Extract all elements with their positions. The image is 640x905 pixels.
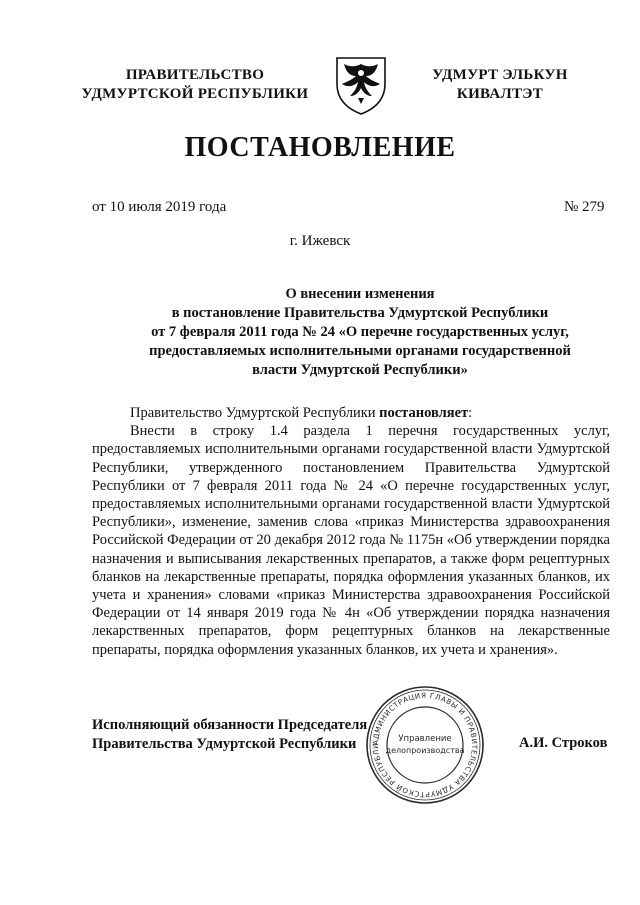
udmurt-coat-of-arms-icon — [332, 54, 390, 116]
intro-suffix: : — [468, 405, 473, 421]
document-title: ПОСТАНОВЛЕНИЕ — [184, 132, 456, 163]
header-left-line1: ПРАВИТЕЛЬСТВО — [125, 67, 265, 83]
header-right-line2: КИВАЛТЭТ — [456, 86, 544, 102]
subject-line: О внесении изменения — [285, 286, 435, 302]
government-name-udmurt — [400, 66, 600, 104]
signatory-position — [92, 716, 367, 754]
body-paragraph: Внести в строку 1.4 раздела 1 перечня государственных услуг, предоставляемых исполнительными органами государственной власти Удмуртской Республики, утвержденного постановлением Правительства Удмуртской Республики от 7 февраля 2011 года № 24 «О перечне государственных услуг, предоставляемых исполнительными органами государственной власти Удмуртской Республики», изменение, заменив слова «приказ Министерства здравоохранения Российской Федерации от 20 декабря 2012 года № 1175н «Об утверждении порядка назначения и выписывания лекарственных препаратов, а также форм рецептурных бланков на лекарственные препараты, порядка оформления указанных бланков, их учета и хранения» словами «приказ Министерства здравоохранения Российской Федерации от 14 января 2019 года № 4н «Об утверждении порядка назначения лекарственных препаратов, форм рецептурных бланков на лекарственные препараты, порядка оформления указанных бланков, их учета и хранения». — [92, 423, 610, 658]
position-line2: Правительства Удмуртской Республики — [92, 736, 357, 752]
position-line1: Исполняющий обязанности Председателя — [92, 717, 368, 733]
header-left-line2: УДМУРТСКОЙ РЕСПУБЛИКИ — [81, 86, 309, 102]
stamp-center-line2: делопроизводства — [385, 746, 465, 755]
stamp-ring-text: АДМИНИСТРАЦИЯ ГЛАВЫ И ПРАВИТЕЛЬСТВА УДМУРТСКОЙ РЕСПУБЛИ — [370, 690, 480, 800]
document-subject — [110, 285, 610, 380]
header-right-line1: УДМУРТ ЭЛЬКУН — [432, 67, 568, 83]
subject-line: предоставляемых исполнительными органами государственной — [149, 343, 571, 359]
intro-prefix: Правительство Удмуртской Республики — [130, 405, 380, 421]
subject-line: власти Удмуртской Республики» — [252, 362, 468, 378]
intro-decree-word: постановляет — [379, 405, 469, 421]
document-body — [92, 404, 610, 659]
document-date: от 10 июля 2019 года — [92, 199, 227, 215]
document-number: № 279 — [564, 199, 605, 215]
signatory-name: А.И. Строков — [519, 735, 608, 751]
subject-line: в постановление Правительства Удмуртской Республики — [171, 305, 549, 321]
document-city: г. Ижевск — [289, 233, 351, 249]
subject-line: от 7 февраля 2011 года № 24 «О перечне государственных услуг, — [151, 324, 569, 340]
stamp-center-line1: Управление — [398, 734, 452, 744]
body-intro — [92, 404, 610, 422]
official-stamp — [363, 683, 487, 807]
government-name-russian — [60, 66, 330, 104]
